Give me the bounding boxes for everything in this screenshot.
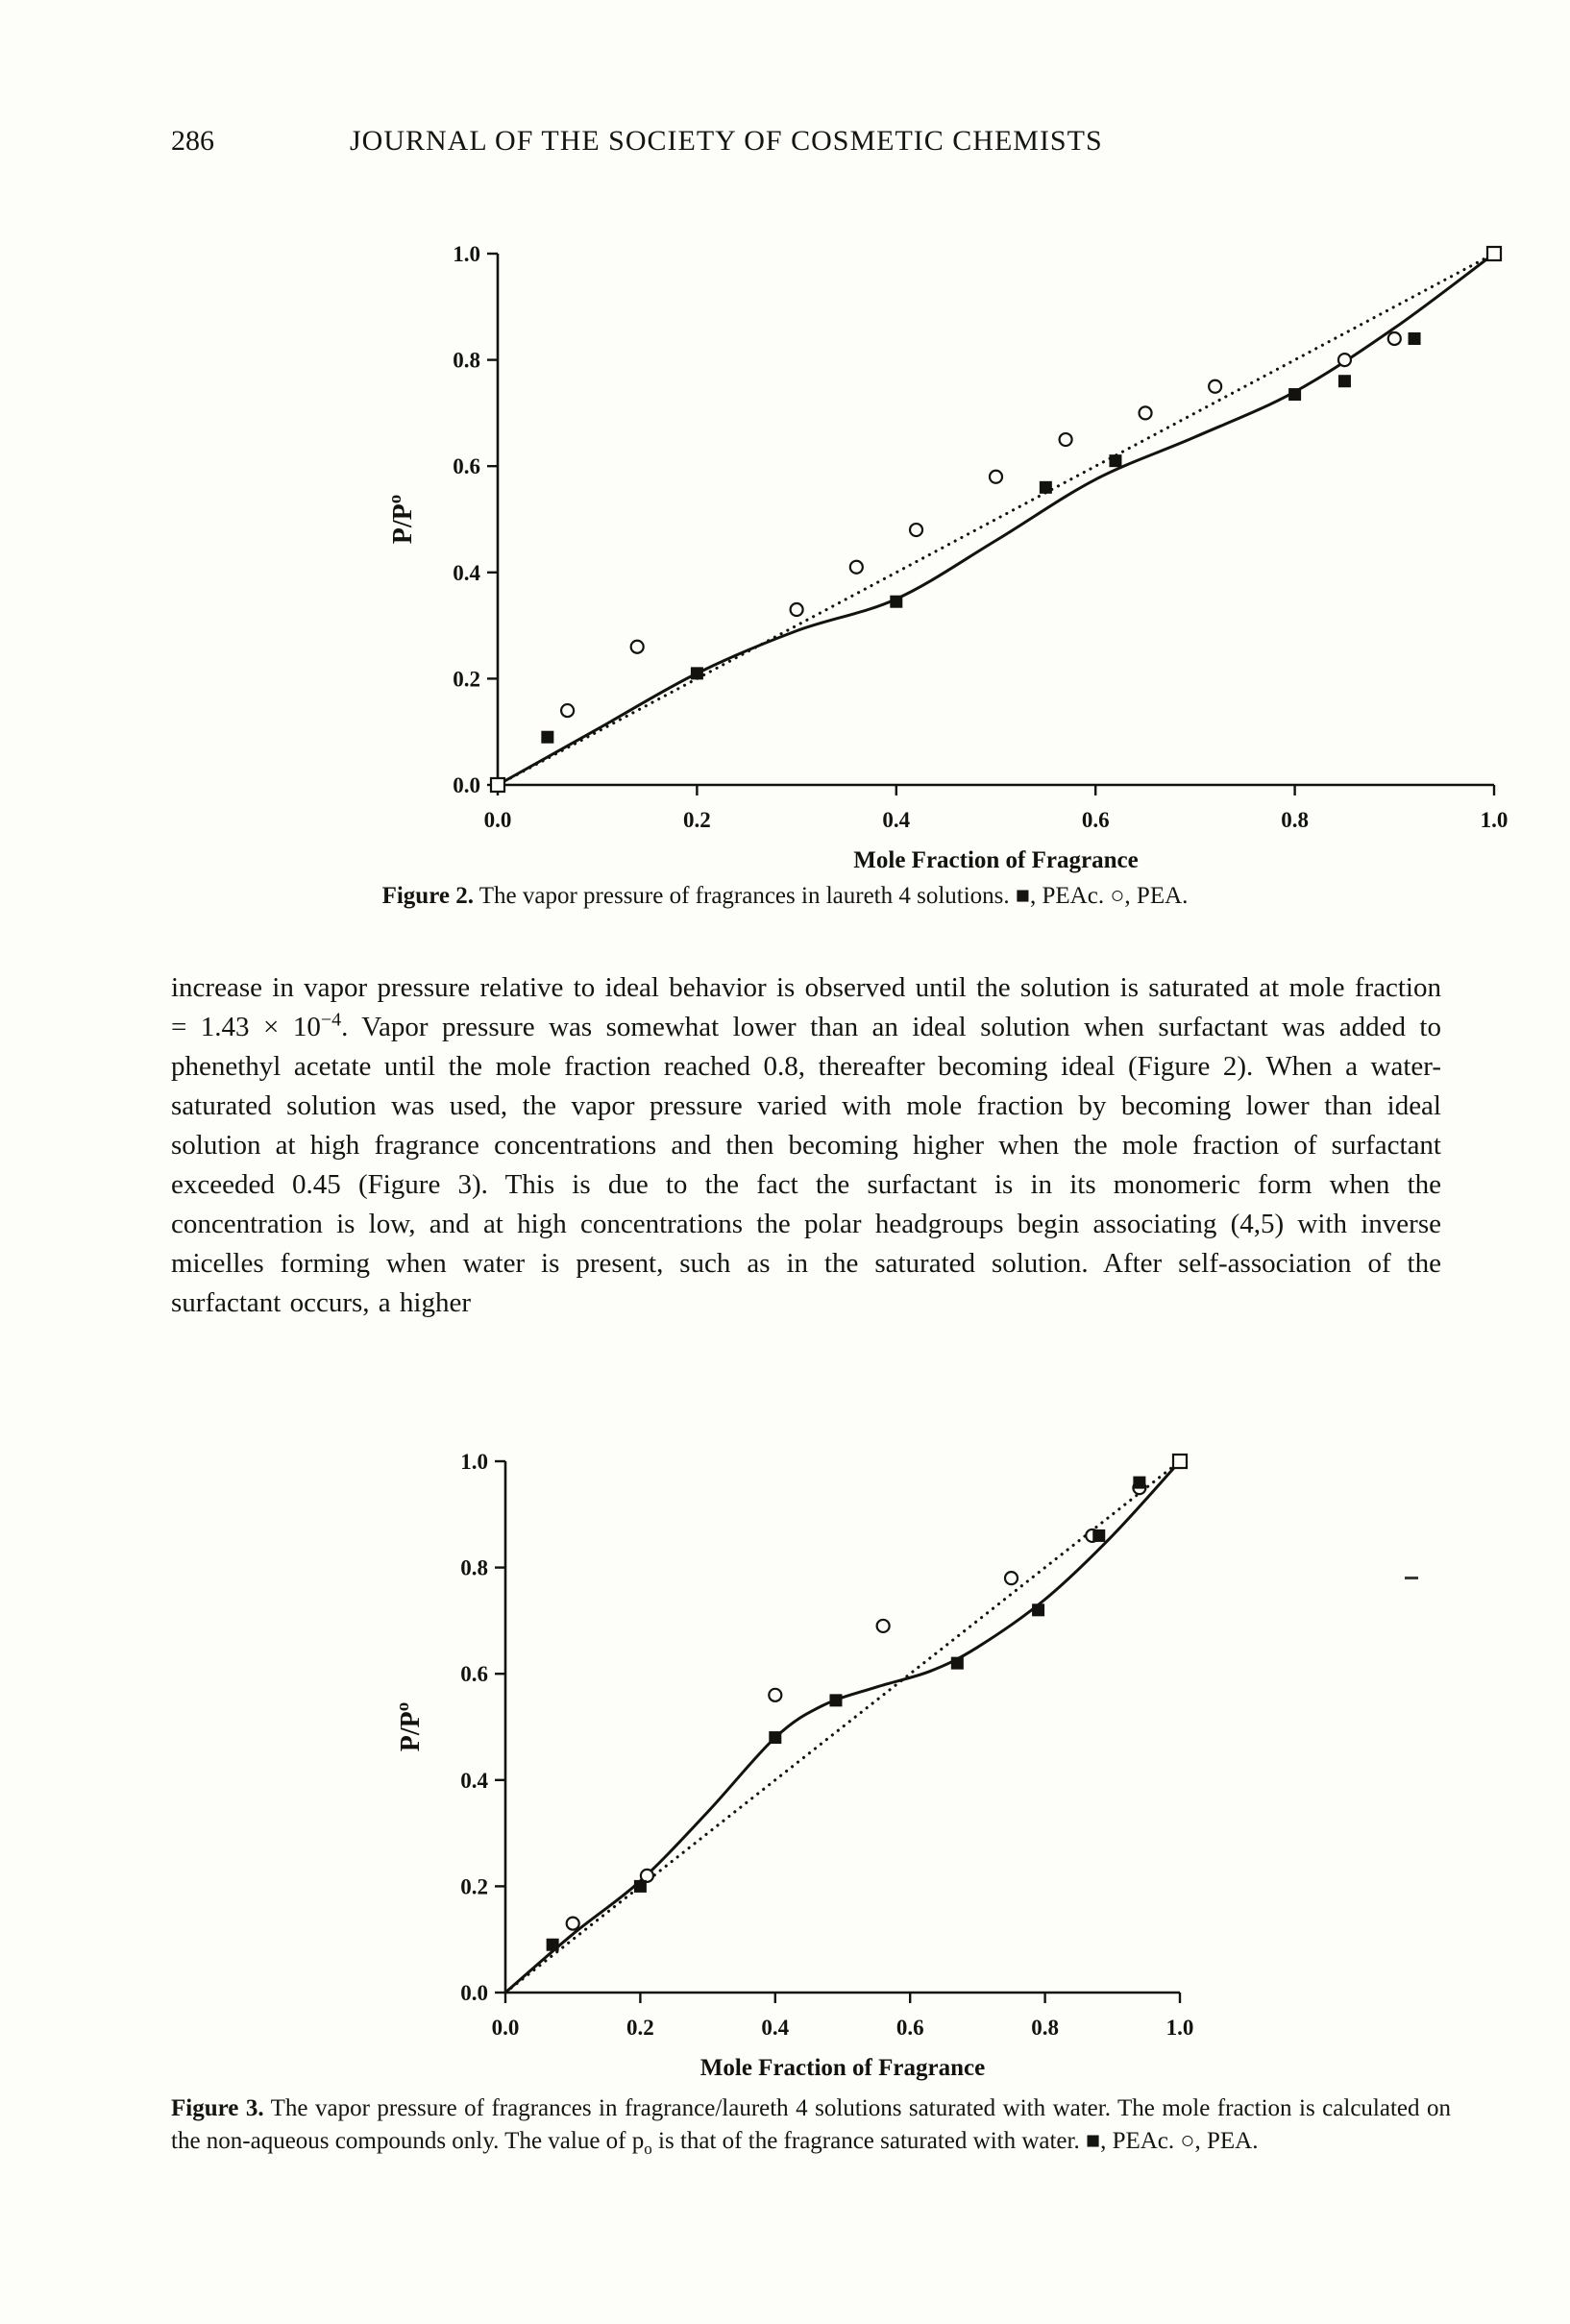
y-tick-label: 0.8: [460, 1555, 488, 1580]
peac-filled-square-marker: [1109, 454, 1121, 467]
x-tick-label: 0.6: [895, 2016, 924, 2040]
page-number: 286: [171, 125, 214, 157]
pea-open-circle-marker: [561, 704, 574, 717]
body-text-2: . Vapor pressure was somewhat lower than an ideal solution when surfactant was added to phenethyl acetate until the mole fraction reached 0.8, thereafter becoming ideal (Figure 2). When a water-saturated solution was used, the vapor pressure varied with mole fraction by becoming lower than ideal solution at high fragrance concentrations and then becoming higher when the mole fraction of surfactant exceeded 0.45 (Figure 3). This is due to the fact the surfactant is in its monomeric form when the concentration is low, and at high concentrations the polar headgroups begin associating (4,5) with inverse micelles forming when water is present, such as in the saturated solution. After self-association of the surfactant occurs, a higher: [171, 1012, 1441, 1318]
y-tick-label: 0.4: [460, 1768, 488, 1793]
peac-filled-square-marker: [951, 1657, 964, 1670]
series-PEAc: [541, 332, 1420, 744]
pea-open-circle-marker: [769, 1689, 781, 1701]
peac-filled-square-marker: [1338, 375, 1351, 387]
ideal-dotted-line: [498, 254, 1494, 785]
pea-open-circle-marker: [1338, 354, 1351, 366]
x-tick-label: 1.0: [1480, 808, 1509, 832]
x-axis-label: Mole Fraction of Fragrance: [699, 2055, 986, 2081]
x-tick-label: 0.4: [882, 808, 911, 832]
peac-filled-square-marker: [691, 667, 703, 679]
peac-filled-square-marker: [1032, 1603, 1044, 1616]
x-tick-label: 0.6: [1081, 808, 1110, 832]
pea-open-circle-marker: [641, 1870, 653, 1882]
series-PEA: [561, 332, 1401, 717]
figure2-caption-label: Figure 2.: [381, 883, 474, 909]
y-tick-label: 0.6: [453, 454, 480, 479]
y-axis-label: $P/P^o$: [385, 494, 418, 545]
peac-filled-square-marker: [541, 731, 553, 744]
figure3-caption-text-2: is that of the fragrance saturated with water. ■, PEAc. ○, PEA.: [651, 2128, 1259, 2154]
series-ideal-line: [505, 1461, 1180, 1993]
x-tick-label: 0.8: [1281, 808, 1309, 832]
figure3-caption-label: Figure 3.: [171, 2095, 264, 2121]
x-axis-ticks: [484, 785, 1509, 832]
figure3-caption-subscript: o: [644, 2140, 652, 2158]
figure3-chart: [371, 1437, 1240, 2089]
pea-open-circle-marker: [990, 471, 1002, 483]
endpoint-open-square-marker: [491, 778, 504, 792]
figure3-caption: [171, 2092, 1451, 2158]
x-axis-label: Mole Fraction of Fragrance: [853, 847, 1139, 873]
peac-filled-square-marker: [547, 1939, 559, 1951]
series-ideal-line: [498, 254, 1494, 785]
peac-filled-square-marker: [890, 596, 902, 608]
figure2-caption: [160, 880, 1410, 913]
x-axis-ticks: [492, 1993, 1194, 2040]
y-tick-label: 0.4: [453, 560, 480, 585]
series-PEAc: [547, 1477, 1146, 1951]
body-text-1: increase in vapor pressure relative to ideal behavior is observed until the solution is saturated at mole fraction = 1.43 × 10: [171, 972, 1441, 1042]
y-tick-label: 0.2: [453, 667, 480, 692]
peac-filled-square-marker: [1133, 1477, 1145, 1489]
pea-open-circle-marker: [1388, 332, 1401, 345]
fig2-plot: [363, 230, 1555, 881]
pea-open-circle-marker: [567, 1918, 579, 1930]
pea-open-circle-marker: [910, 524, 922, 536]
y-axis-label: $P/P^o$: [393, 1701, 426, 1752]
x-tick-label: 0.2: [683, 808, 711, 832]
y-axis-ticks: [460, 1450, 505, 2005]
y-tick-label: 0.6: [460, 1662, 488, 1687]
peac-filled-square-marker: [769, 1731, 781, 1744]
x-tick-label: 0.0: [491, 2016, 520, 2040]
series-endpoints: [491, 247, 1501, 792]
pea-open-circle-marker: [1060, 433, 1072, 446]
pea-open-circle-marker: [850, 561, 863, 574]
pea-open-circle-marker: [1209, 380, 1221, 393]
figure2-chart: [363, 230, 1555, 881]
pea-open-circle-marker: [1005, 1572, 1018, 1584]
x-tick-label: 0.8: [1031, 2016, 1059, 2040]
peac-filled-square-marker: [1092, 1529, 1105, 1542]
y-tick-label: 0.8: [453, 348, 480, 373]
pea-open-circle-marker: [877, 1620, 890, 1632]
y-tick-label: 0.2: [460, 1874, 488, 1899]
peac-filled-square-marker: [1288, 388, 1301, 401]
series-PEA: [567, 1481, 1146, 1929]
x-tick-label: 0.0: [483, 808, 512, 832]
y-tick-label: 0.0: [453, 773, 480, 797]
body-superscript: −4: [320, 1009, 342, 1031]
journal-title: JOURNAL OF THE SOCIETY OF COSMETIC CHEMISTS: [350, 125, 1103, 157]
x-tick-label: 0.2: [626, 2016, 654, 2040]
pea-open-circle-marker: [631, 641, 644, 653]
endpoint-open-square-marker: [1487, 247, 1501, 260]
stray-mark: [1405, 1577, 1418, 1579]
ideal-dotted-line: [505, 1461, 1180, 1993]
y-tick-label: 1.0: [460, 1450, 488, 1474]
y-tick-label: 0.0: [460, 1981, 488, 2005]
endpoint-open-square-marker: [1173, 1455, 1187, 1468]
figure2-caption-text: The vapor pressure of fragrances in laureth 4 solutions. ■, PEAc. ○, PEA.: [473, 883, 1189, 909]
fig3-plot: [371, 1437, 1240, 2089]
y-axis-ticks: [453, 242, 498, 797]
peac-filled-square-marker: [634, 1880, 647, 1893]
pea-open-circle-marker: [791, 603, 803, 616]
pea-open-circle-marker: [1140, 406, 1152, 419]
y-tick-label: 1.0: [453, 242, 480, 266]
body-paragraph: [171, 949, 1441, 1323]
series-endpoints: [1173, 1455, 1187, 1468]
peac-filled-square-marker: [1409, 332, 1421, 345]
figure3-caption-text-1: The vapor pressure of fragrances in fragrance/laureth 4 solutions saturated with water. The mole fraction is calculated on the non-aqueous compounds only. The value of p: [171, 2095, 1451, 2154]
x-tick-label: 0.4: [761, 2016, 790, 2040]
x-tick-label: 1.0: [1165, 2016, 1194, 2040]
peac-filled-square-marker: [829, 1694, 842, 1706]
peac-filled-square-marker: [1040, 481, 1052, 494]
